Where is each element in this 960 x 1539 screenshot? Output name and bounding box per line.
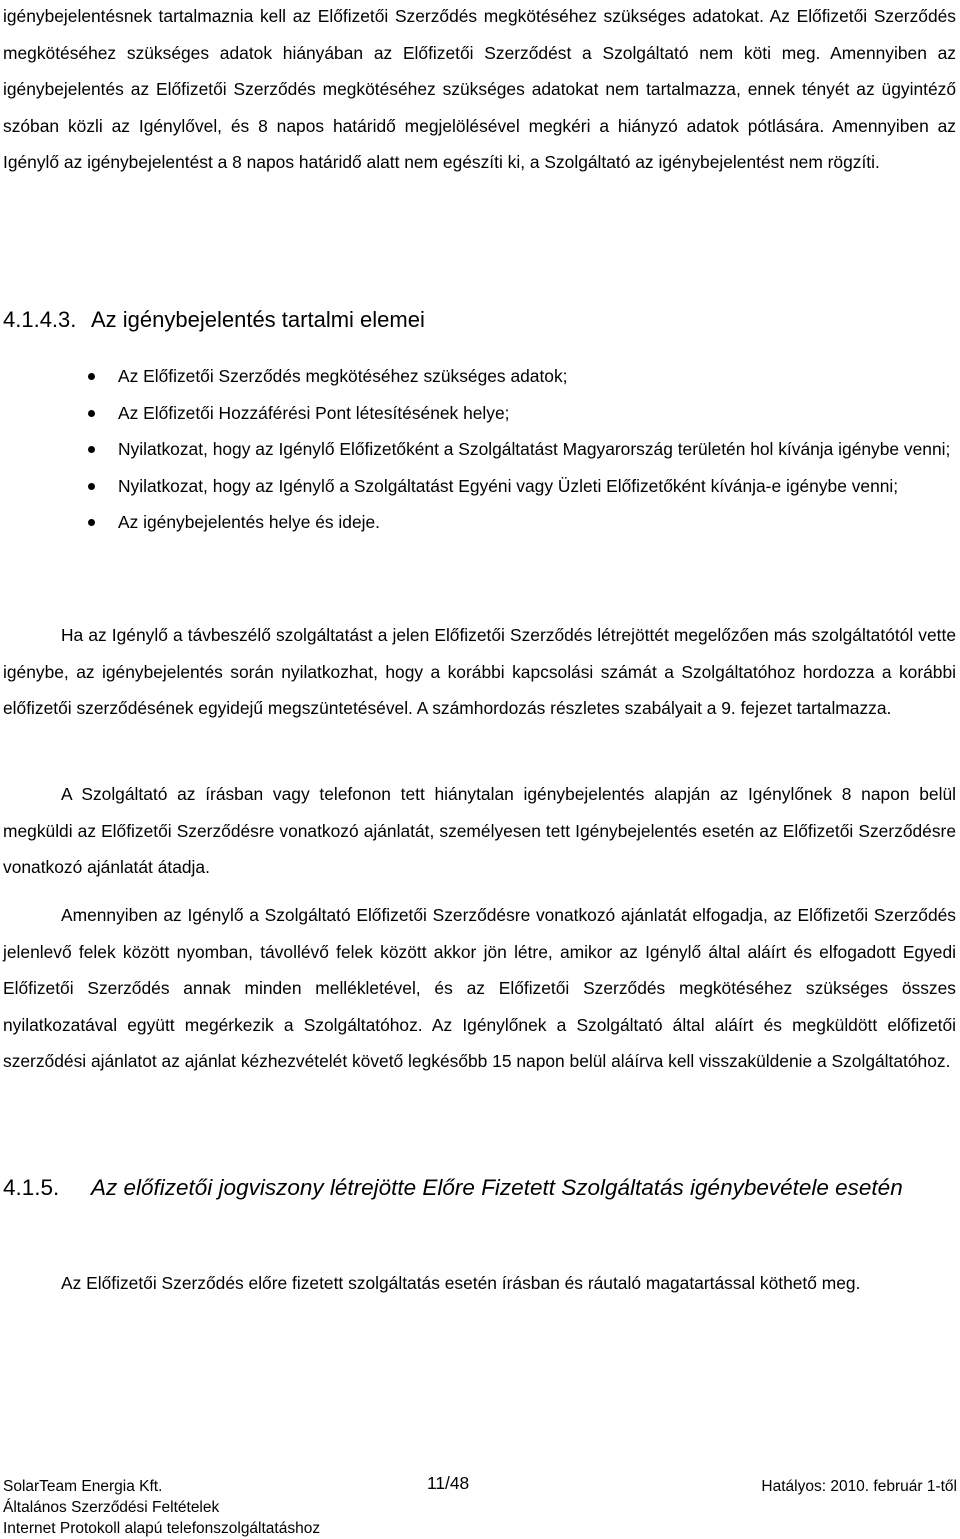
paragraph-offer: A Szolgáltató az írásban vagy telefonon tett hiánytalan igénybejelentés alapján az Igénylőnek 8 napon belül megküldi az Előfizetői Szerződésre vonatkozó ajánlatát, személyesen tett Igénybejelentés esetén az Előfizetői Szerződésre vonatkozó ajánlatát átadja.	[3, 784, 956, 877]
section-heading-4-1-4-3	[3, 304, 956, 336]
list-item: Az igénybejelentés helye és ideje.	[0, 504, 960, 541]
section-title: Az igénybejelentés tartalmi elemei	[91, 307, 425, 332]
list-item: Nyilatkozat, hogy az Igénylő a Szolgáltatást Egyéni vagy Üzleti Előfizetőként kívánja-e igénybe venni;	[0, 468, 960, 505]
footer-document-title: Általános Szerződési Feltételek	[3, 1499, 220, 1516]
section-title: Az előfizetői jogviszony létrejötte Előre Fizetett Szolgáltatás igénybevétele esetén	[91, 1175, 903, 1200]
paragraph-contract-formation: Amennyiben az Igénylő a Szolgáltató Előfizetői Szerződésre vonatkozó ajánlatát elfogadja, az Előfizetői Szerződés jelenlevő felek között nyomban, távollévő felek között akkor jön létre, amikor az Igénylő által aláírt és elfogadott Egyedi Előfizetői Szerződés annak minden mellékletével, és az Előfizetői Szerződés megkötéséhez szükséges összes nyilatkozatával együtt megérkezik a Szolgáltatóhoz. Az Igénylőnek a Szolgáltató által aláírt és megküldött előfizetői szerződési ajánlatot az ajánlat kézhezvételét követő legkésőbb 15 napon belül aláírva kell visszaküldenie a Szolgáltatóhoz.	[3, 905, 956, 1071]
bullet-icon	[88, 373, 95, 380]
paragraph-prepaid: Az Előfizetői Szerződés előre fizetett szolgáltatás esetén írásban és ráutaló magatartással köthető meg.	[61, 1273, 861, 1293]
section-number: 4.1.5.	[3, 1175, 60, 1200]
bullet-icon	[88, 446, 95, 453]
bullet-icon	[88, 483, 95, 490]
list-item: Az Előfizetői Hozzáférési Pont létesítésének helye;	[0, 395, 960, 432]
list-item: Az Előfizetői Szerződés megkötéséhez szükséges adatok;	[0, 358, 960, 395]
footer-effective-date: Hatályos: 2010. február 1-től	[761, 1478, 957, 1495]
bullet-list	[0, 358, 960, 541]
page-number: 11/48	[427, 1473, 470, 1493]
paragraph-number-porting: Ha az Igénylő a távbeszélő szolgáltatást a jelen Előfizetői Szerződés létrejöttét megelőzően más szolgáltatótól vette igénybe, az igénybejelentés során nyilatkozhat, hogy a korábbi kapcsolási számát a Szolgáltatóhoz hordozza a korábbi előfizetői szerződésének egyidejű megszüntetésével. A számhordozás részletes szabályait a 9. fejezet tartalmazza.	[3, 625, 956, 718]
section-heading-4-1-5	[3, 1166, 958, 1209]
footer-document-subtitle: Internet Protokoll alapú telefonszolgáltatáshoz	[3, 1520, 321, 1537]
list-item: Nyilatkozat, hogy az Igénylő Előfizetőként a Szolgáltatást Magyarország területén hol kívánja igénybe venni;	[0, 431, 960, 468]
paragraph-missing-data: igénybejelentésnek tartalmaznia kell az Előfizetői Szerződés megkötéséhez szükséges adatokat. Az Előfizetői Szerződés megkötéséhez szükséges adatok hiányában az Előfizetői Szerződést a Szolgáltató nem köti meg. Amennyiben az igénybejelentés az Előfizetői Szerződés megkötéséhez szükséges adatokat nem tartalmazza, ennek tényét az ügyintéző szóban közli az Igénylővel, és 8 napos határidő megjelölésével megkéri a hiányzó adatok pótlására. Amennyiben az Igénylő az igénybejelentést a 8 napos határidő alatt nem egészíti ki, a Szolgáltató az igénybejelentést nem rögzíti.	[3, 6, 956, 172]
bullet-icon	[88, 519, 95, 526]
bullet-icon	[88, 410, 95, 417]
page-footer	[3, 1473, 957, 1539]
section-number: 4.1.4.3.	[3, 307, 77, 332]
footer-company: SolarTeam Energia Kft.	[3, 1478, 163, 1495]
